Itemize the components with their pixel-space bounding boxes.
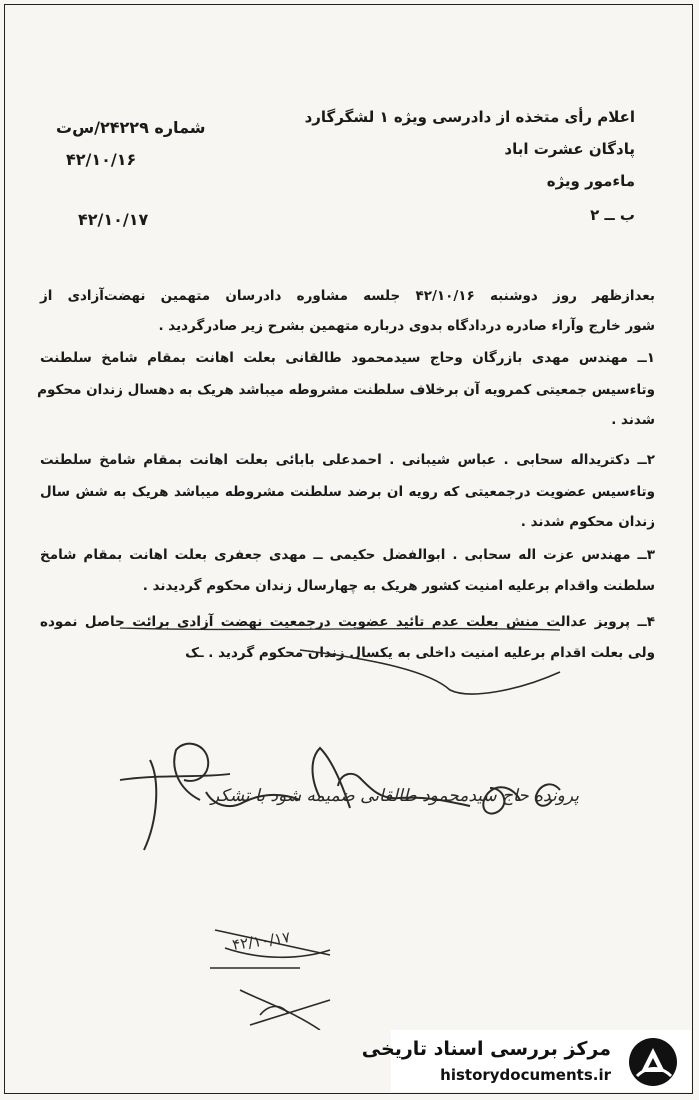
handwritten-note: پرونده حاج سیدمحمود طالقانی ضمیمه شود با تشکر: [210, 786, 579, 806]
underline-stroke: [120, 628, 560, 630]
intro-line-2: شور خارج وآراء صادره دردادگاه بدوی درباره متهمین بشرح زیر صادرگردید .: [158, 318, 655, 334]
item-2-line-2: وتاءسیس عضویت درجمعیتی که رویه ان برضد سلطنت مشروطه میباشد هریک به شش سال: [40, 484, 655, 500]
archive-url: historydocuments.ir: [440, 1066, 611, 1084]
item-2-line-1: ۲ــ دکتریداله سحابی . عباس شیبانی . احمدعلی بابائی بعلت اهانت بمقام شامخ سلطنت: [40, 452, 655, 468]
archive-footer: [361, 1030, 691, 1092]
header-line-2: پادگان عشرت اباد: [504, 140, 635, 158]
document-date-1: ۴۲/۱۰/۱۶: [66, 150, 137, 169]
archive-logo-icon: [627, 1036, 679, 1088]
item-1-line-2: وتاءسیس جمعیتی کمرویه آن برخلاف سلطنت مشروطه میباشد هریک به دهسال زندان محکوم: [37, 382, 655, 398]
stamp-date: ۴۲/۱۰/۱۷: [231, 928, 292, 954]
intro-line-1: بعدازظهر روز دوشنبه ۴۲/۱۰/۱۶ جلسه مشاوره دادرسان متهمین نهضت‌آزادی از: [40, 288, 655, 304]
item-1-line-3: شدند .: [611, 412, 655, 428]
header-title: اعلام رأی متخذه از دادرسی ویژه ۱ لشگرگارد: [304, 108, 635, 126]
header-line-3: ماءمور ویژه: [546, 172, 635, 190]
scribble-stroke: [300, 650, 560, 694]
item-3-line-2: سلطنت واقدام برعلیه امنیت کشور هریک به چهارسال زندان محکوم گردیدند .: [142, 578, 655, 594]
document-number: شماره ۲۴۲۲۹/س‌ت: [56, 118, 206, 137]
item-1-line-1: ۱ــ مهندس مهدی بازرگان وحاج سیدمحمود طالقانی بعلت اهانت بمقام شامخ سلطنت: [40, 350, 655, 366]
header-line-4: ب ــ ۲: [590, 206, 635, 224]
item-3-line-1: ۳ــ مهندس عزت اله سحابی . ابوالفضل حکیمی ــ مهدی جعفری بعلت اهانت بمقام شامخ: [40, 547, 655, 563]
item-2-line-3: زندان محکوم شدند .: [520, 514, 655, 530]
document-date-2: ۴۲/۱۰/۱۷: [78, 210, 149, 229]
item-4-line-1: ۴ــ پرویز عدالت منش بعلت عدم تائید عضویت درجمعیت نهضت آزادی برائت حاصل نموده: [40, 614, 655, 630]
archive-title: مرکز بررسی اسناد تاریخی: [361, 1038, 611, 1060]
item-4-line-2: ولی بعلت اقدام برعلیه امنیت داخلی به یکسال زندان محکوم گردید . ـک: [185, 645, 655, 661]
